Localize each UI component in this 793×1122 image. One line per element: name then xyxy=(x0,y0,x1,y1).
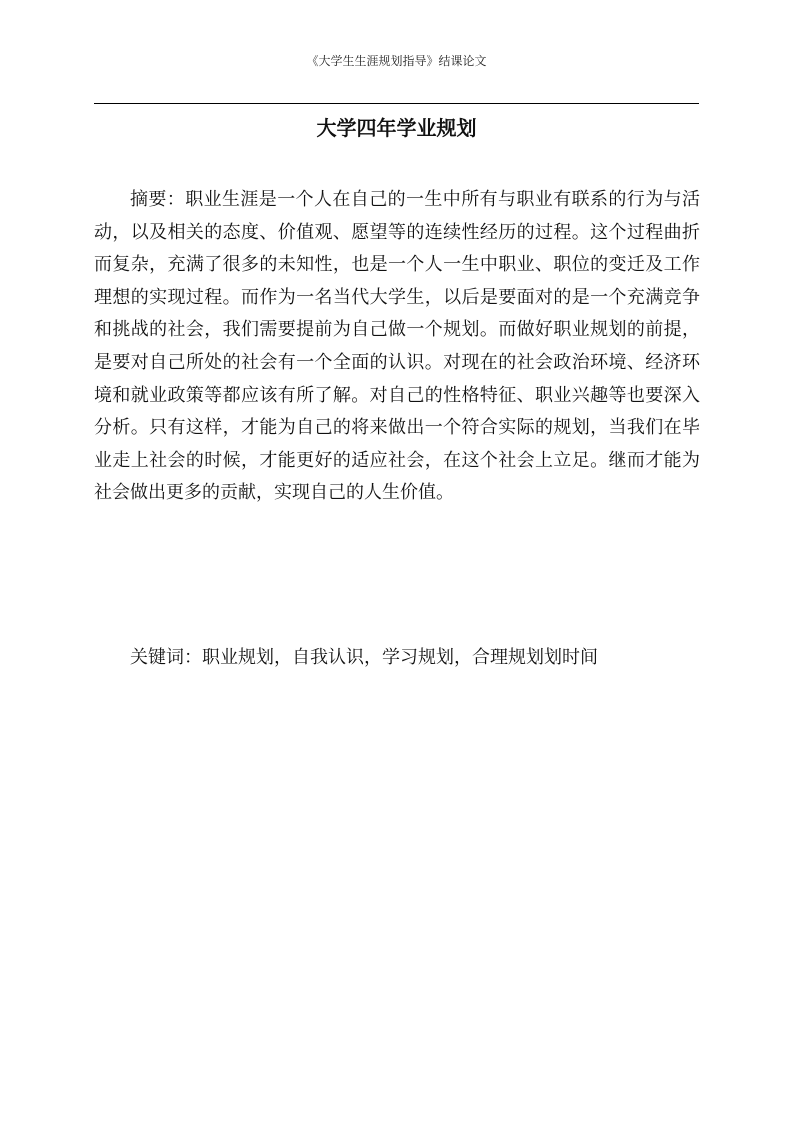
abstract-label: 摘要： xyxy=(130,189,186,210)
document-title: 大学四年学业规划 xyxy=(316,116,477,140)
header-divider xyxy=(94,103,699,104)
keywords-label: 关键词： xyxy=(130,647,202,668)
abstract-paragraph xyxy=(94,184,700,510)
abstract-text: 职业生涯是一个人在自己的一生中所有与职业有联系的行为与活动，以及相关的态度、价值观、愿望等的连续性经历的过程。这个过程曲折而复杂，充满了很多的未知性，也是一个人一生中职业、职位的变迁及工作理想的实现过程。而作为一名当代大学生，以后是要面对的是一个充满竞争和挑战的社会，我们需要提前为自己做一个规划。而做好职业规划的前提，是要对自己所处的社会有一个全面的认识。对现在的社会政治环境、经济环境和就业政策等都应该有所了解。对自己的性格特征、职业兴趣等也要深入分析。只有这样，才能为自己的将来做出一个符合实际的规划，当我们在毕业走上社会的时候，才能更好的适应社会，在这个社会上立足。继而才能为社会做出更多的贡献，实现自己的人生价值。 xyxy=(94,189,701,504)
running-header: 《大学生生涯规划指导》结课论文 xyxy=(306,54,487,68)
keywords-text: 职业规划，自我认识，学习规划，合理规划划时间 xyxy=(202,647,598,668)
keywords-paragraph xyxy=(94,642,700,674)
